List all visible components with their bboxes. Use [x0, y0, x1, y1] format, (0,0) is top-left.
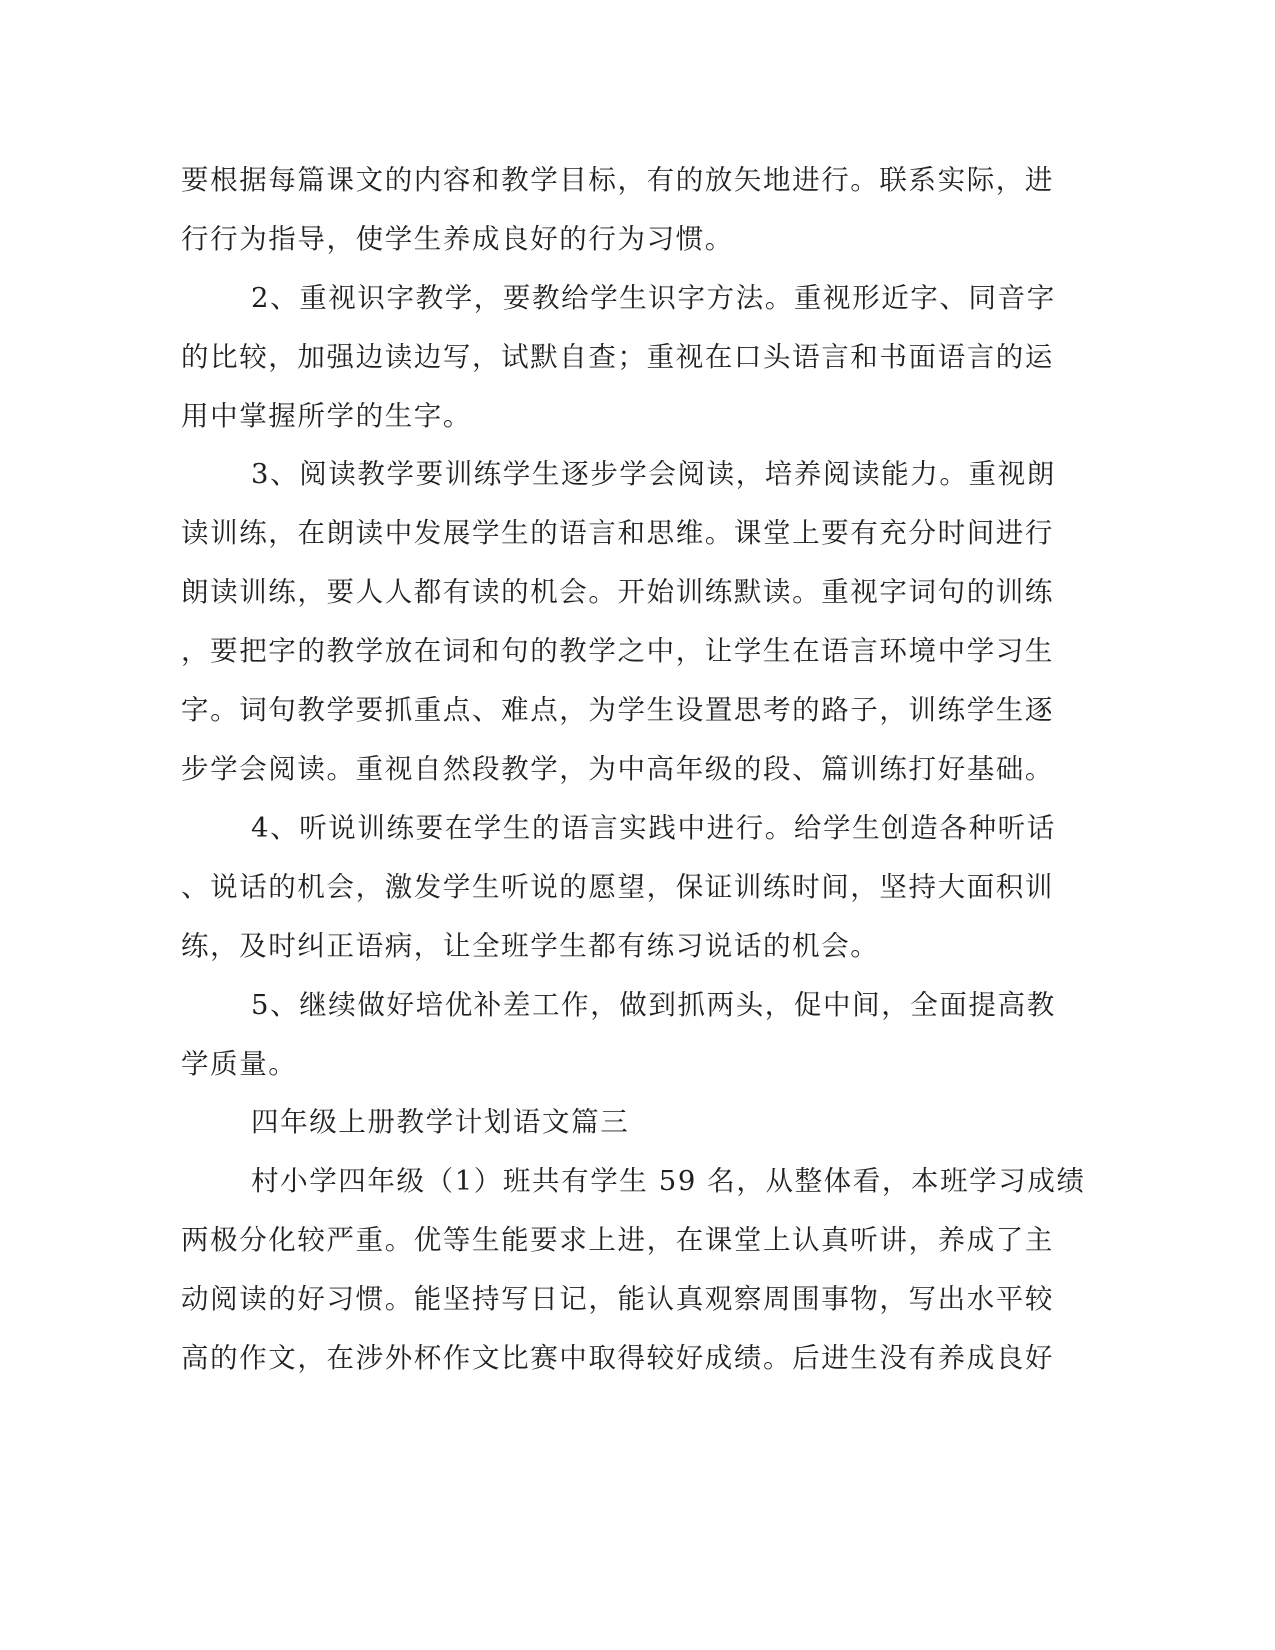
text-line: 行行为指导，使学生养成良好的行为习惯。 — [181, 223, 734, 255]
text-line: 学质量。 — [181, 1048, 298, 1080]
text-line: 动阅读的好习惯。能坚持写日记，能认真观察周围事物，写出水平较 — [181, 1283, 1054, 1315]
text-line: 5、继续做好培优补差工作，做到抓两头，促中间，全面提高教 — [251, 989, 1056, 1021]
text-line: 4、听说训练要在学生的语言实践中进行。给学生创造各种听话 — [251, 812, 1056, 844]
text-line: 村小学四年级（1）班共有学生 59 名，从整体看，本班学习成绩 — [251, 1165, 1086, 1197]
text-line: 两极分化较严重。优等生能要求上进，在课堂上认真听讲，养成了主 — [181, 1224, 1054, 1256]
text-line: 练，及时纠正语病，让全班学生都有练习说话的机会。 — [181, 930, 880, 962]
section-heading: 四年级上册教学计划语文篇三 — [251, 1106, 630, 1138]
text-line: 用中掌握所学的生字。 — [181, 400, 472, 432]
text-line: 、说话的机会，激发学生听说的愿望，保证训练时间，坚持大面积训 — [181, 871, 1054, 903]
text-line: 步学会阅读。重视自然段教学，为中高年级的段、篇训练打好基础。 — [181, 753, 1054, 785]
text-line: 高的作文，在涉外杯作文比赛中取得较好成绩。后进生没有养成良好 — [181, 1342, 1054, 1374]
text-line: 2、重视识字教学，要教给学生识字方法。重视形近字、同音字 — [251, 282, 1056, 314]
text-line: 3、阅读教学要训练学生逐步学会阅读，培养阅读能力。重视朗 — [251, 458, 1056, 490]
text-line: 的比较，加强边读边写，试默自查；重视在口头语言和书面语言的运 — [181, 341, 1054, 373]
text-line: 朗读训练，要人人都有读的机会。开始训练默读。重视字词句的训练 — [181, 576, 1054, 608]
text-line: ，要把字的教学放在词和句的教学之中，让学生在语言环境中学习生 — [181, 635, 1054, 667]
text-line: 要根据每篇课文的内容和教学目标，有的放矢地进行。联系实际，进 — [181, 164, 1054, 196]
text-line: 读训练，在朗读中发展学生的语言和思维。课堂上要有充分时间进行 — [181, 517, 1054, 549]
text-line: 字。词句教学要抓重点、难点，为学生设置思考的路子，训练学生逐 — [181, 694, 1054, 726]
